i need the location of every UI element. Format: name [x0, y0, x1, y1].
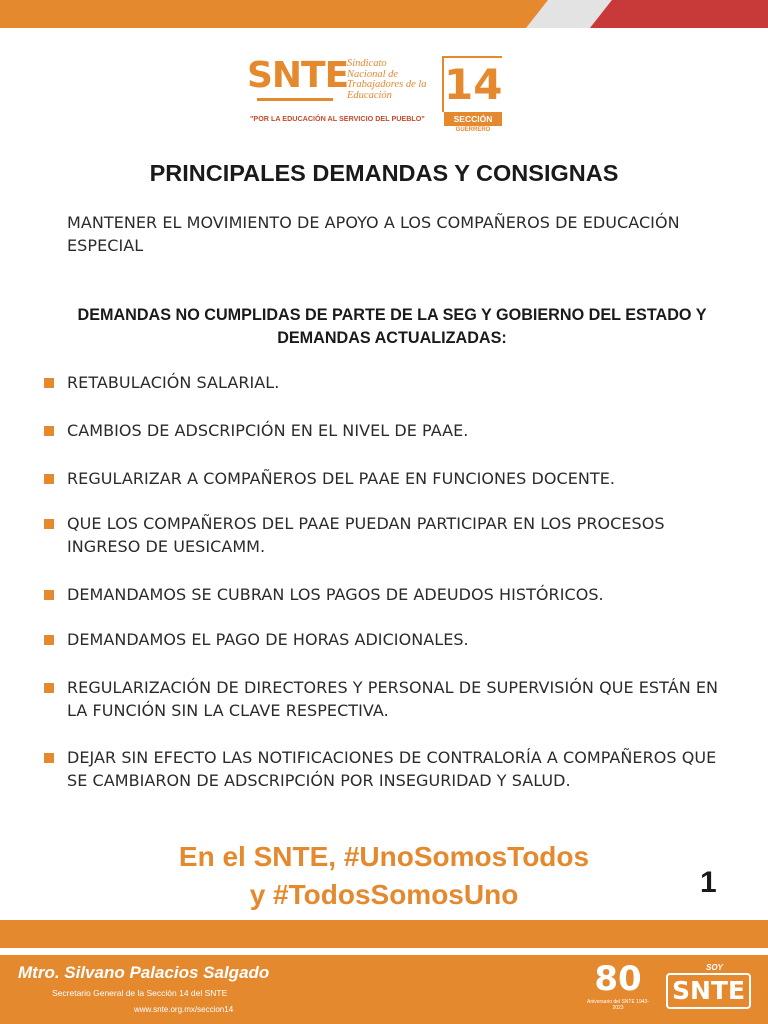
- list-item-text: DEJAR SIN EFECTO LAS NOTIFICACIONES DE CONTRALORÍA A COMPAÑEROS QUE SE CAMBIARON DE ADSCRIPCIÓN POR INSEGURIDAD Y SALUD.: [67, 748, 717, 790]
- logo-slogan: "POR LA EDUCACIÓN AL SERVICIO DEL PUEBLO": [250, 114, 425, 123]
- bullet-square-icon: [44, 426, 54, 436]
- logo-underline: [257, 98, 333, 101]
- hashtag-slogan-line-2: y #TodosSomosUno: [249, 879, 519, 910]
- bullet-square-icon: [44, 378, 54, 388]
- list-item-text: DEMANDAMOS EL PAGO DE HORAS ADICIONALES.: [67, 630, 469, 649]
- bullet-square-icon: [44, 519, 54, 529]
- logo-state: GUERRERO: [455, 127, 491, 133]
- footer-signatory-role: Secretario General de la Sección 14 del SNTE: [52, 988, 228, 998]
- footer-signatory-name: Mtro. Silvano Palacios Salgado: [18, 963, 270, 982]
- demands-subheading: DEMANDAS NO CUMPLIDAS DE PARTE DE LA SEG Y GOBIERNO DEL ESTADO Y DEMANDAS ACTUALIZADAS:: [77, 306, 707, 347]
- snte-wordmark: SNTE: [666, 973, 751, 1009]
- intro-paragraph: MANTENER EL MOVIMIENTO DE APOYO A LOS COMPAÑEROS DE EDUCACIÓN ESPECIAL: [67, 213, 680, 255]
- bullet-square-icon: [44, 590, 54, 600]
- page-number: 1: [700, 866, 717, 899]
- bullet-square-icon: [44, 683, 54, 693]
- footer-website-link[interactable]: www.snte.org.mx/seccion14: [134, 1005, 234, 1014]
- top-decorative-band: [0, 0, 768, 28]
- bullet-square-icon: [44, 474, 54, 484]
- logo-acronym: SNTE: [247, 55, 349, 96]
- anniversary-number: 80: [594, 959, 642, 999]
- logo-section-number: 14: [442, 56, 502, 112]
- list-item-text: REGULARIZAR A COMPAÑEROS DEL PAAE EN FUNCIONES DOCENTE.: [67, 469, 616, 488]
- bullet-square-icon: [44, 753, 54, 763]
- list-item-text: CAMBIOS DE ADSCRIPCIÓN EN EL NIVEL DE PAAE.: [67, 421, 469, 440]
- list-item-text: REGULARIZACIÓN DE DIRECTORES Y PERSONAL DE SUPERVISIÓN QUE ESTÁN EN LA FUNCIÓN SIN LA CLAVE RESPECTIVA.: [67, 678, 719, 720]
- list-item-text: DEMANDAMOS SE CUBRAN LOS PAGOS DE ADEUDOS HISTÓRICOS.: [67, 585, 604, 604]
- soy-label: SOY: [706, 963, 723, 972]
- soy-snte-logo: [666, 963, 746, 1015]
- snte-logo: [247, 54, 517, 142]
- logo-section-label: SECCIÓN: [444, 112, 502, 126]
- anniversary-80-logo: [585, 959, 651, 1019]
- footer-stripe: [0, 920, 768, 948]
- footer: [0, 955, 768, 1024]
- hashtag-slogan-line-1: En el SNTE, #UnoSomosTodos: [178, 841, 590, 872]
- list-item-text: RETABULACIÓN SALARIAL.: [67, 373, 280, 392]
- anniversary-caption: Aniversario del SNTE 1943-2023: [587, 999, 649, 1011]
- page-title: PRINCIPALES DEMANDAS Y CONSIGNAS: [149, 160, 619, 186]
- bullet-square-icon: [44, 635, 54, 645]
- logo-union-name: Sindicato Nacional de Trabajadores de la Educación: [347, 58, 427, 101]
- list-item-text: QUE LOS COMPAÑEROS DEL PAAE PUEDAN PARTICIPAR EN LOS PROCESOS INGRESO DE UESICAMM.: [67, 514, 665, 556]
